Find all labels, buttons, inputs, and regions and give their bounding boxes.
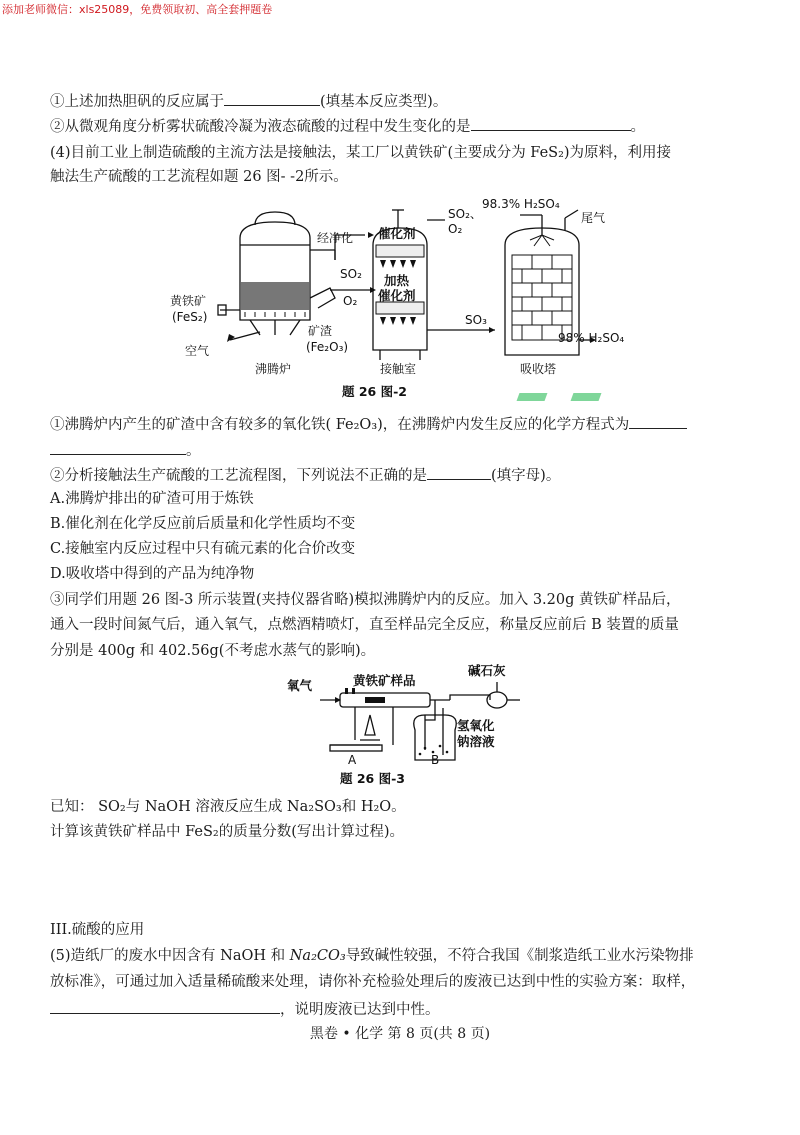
text: ②分析接触法生产硫酸的工艺流程图，下列说法不正确的是 <box>50 468 427 484</box>
question-2 <box>50 464 560 486</box>
label-furnace: 沸腾炉 <box>255 362 292 376</box>
text: ，说明废液已达到中性。 <box>280 1002 440 1018</box>
text: (填基本反应类型)。 <box>320 94 448 110</box>
answer-blank[interactable] <box>427 464 491 480</box>
label-h2so4-983: 98.3% H₂SO₄ <box>482 197 560 211</box>
label-oxygen: 氧气 <box>287 678 313 693</box>
label-fe2o3: (Fe₂O₃) <box>306 340 349 354</box>
question-5-line-2: 放标准》，可通过加入适量稀硫酸来处理，请你补充检验处理后的废液已达到中性的实验方案：取样， <box>50 974 696 990</box>
green-mark <box>571 393 602 401</box>
intro-line-1: (4)目前工业上制造硫酸的主流方法是接触法，某工厂以黄铁矿(主要成分为 FeS₂)为原料，利用接 <box>50 145 672 161</box>
label-so2-top: SO₂、 <box>448 207 482 221</box>
slag-outlet <box>310 288 335 308</box>
label-purify: 经净化 <box>317 231 354 245</box>
answer-blank[interactable] <box>50 439 186 455</box>
label-tail-gas: 尾气 <box>581 211 606 225</box>
text: ①沸腾炉内产生的矿渣中含有较多的氧化铁( Fe₂O₃)，在沸腾炉内发生反应的化学方程式为 <box>50 417 630 433</box>
label-sample: 黄铁矿样品 <box>353 673 416 688</box>
question-reaction-type <box>50 90 447 112</box>
green-mark <box>517 393 548 401</box>
question-3-line-3: 分别是 400g 和 402.56g(不考虑水蒸气的影响)。 <box>50 643 376 659</box>
label-air: 空气 <box>185 344 210 358</box>
question-micro <box>50 115 645 137</box>
section-heading: III.硫酸的应用 <box>50 922 145 938</box>
figure-26-2 <box>160 190 630 400</box>
label-catalyst-2: 催化剂 <box>378 288 416 303</box>
text: ②从微观角度分析雾状硫酸冷凝为液态硫酸的过程中发生变化的是 <box>50 119 471 135</box>
known-info: 已知： SO₂与 NaOH 溶液反应生成 Na₂SO₃和 H₂O。 <box>50 799 406 815</box>
text: (5)造纸厂的废水中因含有 NaOH 和 <box>50 948 290 964</box>
question-1-cont <box>50 439 201 461</box>
label-catalyst-1: 催化剂 <box>378 226 416 241</box>
question-3-line-2: 通入一段时间氮气后，通入氧气，点燃酒精喷灯，直至样品完全反应，称量反应前后 B 装置的质量 <box>50 617 679 633</box>
label-o2: O₂ <box>343 294 358 308</box>
figure-caption: 题 26 图-3 <box>340 771 405 786</box>
ore-bed <box>241 282 309 310</box>
option-d: D.吸收塔中得到的产品为纯净物 <box>50 566 255 582</box>
label-heat: 加热 <box>384 273 410 288</box>
label-o2-top: O₂ <box>448 222 463 236</box>
page-footer: 黑卷 • 化学 第 8 页(共 8 页) <box>309 1026 491 1042</box>
label-so2: SO₂ <box>340 267 362 281</box>
label-soda-lime: 碱石灰 <box>468 663 506 678</box>
option-a: A.沸腾炉排出的矿渣可用于炼铁 <box>50 491 254 507</box>
label-naoh-1: 氢氧化 <box>457 718 495 733</box>
chem-formula: Na₂CO₃ <box>289 948 346 964</box>
answer-blank[interactable] <box>50 998 280 1014</box>
label-naoh-2: 钠溶液 <box>457 734 495 749</box>
calc-instruction: 计算该黄铁矿样品中 FeS₂的质量分数(写出计算过程)。 <box>50 824 405 840</box>
label-h2so4-98: 98% H₂SO₄ <box>558 331 625 345</box>
question-5-line-3 <box>50 998 440 1020</box>
intro-line-2: 触法生产硫酸的工艺流程如题 26 图- -2所示。 <box>50 169 348 185</box>
label-contact: 接触室 <box>380 362 417 376</box>
option-b: B.催化剂在化学反应前后质量和化学性质均不变 <box>50 516 356 532</box>
question-3-line-1: ③同学们用题 26 图-3 所示装置(夹持仪器省略)模拟沸腾炉内的反应。加入 3.20g 黄铁矿样品后， <box>50 592 681 608</box>
text: 。 <box>630 119 645 135</box>
question-5-line-1 <box>50 946 694 966</box>
label-a: A <box>348 753 357 767</box>
figure-26-3 <box>285 660 525 790</box>
text: 导致碱性较强，不符合我国《制浆造纸工业水污染物排 <box>345 948 694 964</box>
label-so3: SO₃ <box>465 313 487 327</box>
watermark-text: 添加老师微信：xls25089，免费领取初、高全套押题卷 <box>2 3 273 16</box>
answer-blank[interactable] <box>629 413 687 429</box>
option-c: C.接触室内反应过程中只有硫元素的化合价改变 <box>50 541 356 557</box>
answer-blank[interactable] <box>224 90 320 106</box>
text: (填字母)。 <box>491 468 561 484</box>
label-pyrite: 黄铁矿 <box>170 294 207 308</box>
label-b: B <box>431 753 440 767</box>
text: ①上述加热胆矾的反应属于 <box>50 94 224 110</box>
answer-blank[interactable] <box>471 115 631 131</box>
text: 。 <box>186 443 201 459</box>
label-fes2: (FeS₂) <box>172 310 208 324</box>
label-slag: 矿渣 <box>308 324 333 338</box>
label-absorber: 吸收塔 <box>520 362 557 376</box>
figure-caption: 题 26 图-2 <box>342 384 407 399</box>
question-1 <box>50 413 687 435</box>
